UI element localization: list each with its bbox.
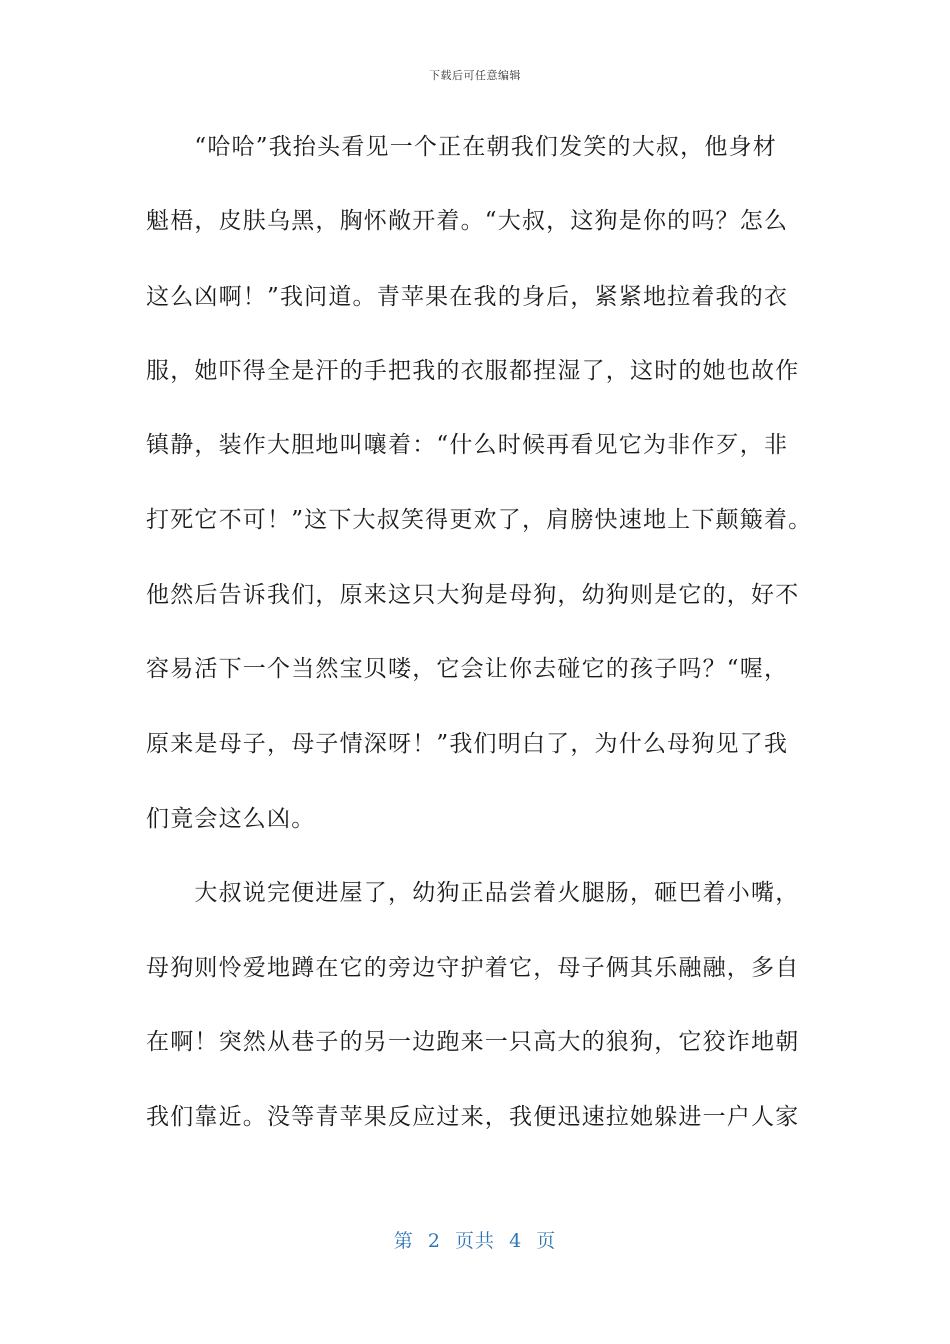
page-number-footer: 第 2 页共 4 页 (393, 1230, 557, 1252)
body-text-line: 原来是母子，母子情深呀！”我们明白了，为什么母狗见了我 (146, 731, 789, 757)
body-text-line: “哈哈”我抬头看见一个正在朝我们发笑的大叔，他身材 (146, 134, 777, 160)
body-text-line: 容易活下一个当然宝贝喽，它会让你去碰它的孩子吗？“喔， (146, 656, 789, 682)
body-text-line: 他然后告诉我们，原来这只大狗是母狗，幼狗则是它的，好不 (146, 582, 800, 608)
body-text-line: 母狗则怜爱地蹲在它的旁边守护着它，母子俩其乐融融，多自 (146, 955, 800, 981)
body-text-line: 镇静，装作大胆地叫嚷着：“什么时候再看见它为非作歹，非 (146, 432, 789, 458)
body-text-line: 这么凶啊！”我问道。青苹果在我的身后，紧紧地拉着我的衣 (146, 284, 789, 310)
body-text-line: 们竟会这么凶。 (146, 806, 316, 832)
body-text-line: 魁梧，皮肤乌黑，胸怀敞开着。“大叔，这狗是你的吗？怎么 (146, 208, 789, 234)
body-text-line: 我们靠近。没等青苹果反应过来，我便迅速拉她躲进一户人家 (146, 1104, 800, 1130)
body-text-line: 大叔说完便进屋了，幼狗正品尝着火腿肠，砸巴着小嘴， (146, 880, 800, 906)
body-text-line: 打死它不可！”这下大叔笑得更欢了，肩膀快速地上下颠簸着。 (146, 507, 813, 533)
body-text-line: 服，她吓得全是汗的手把我的衣服都捏湿了，这时的她也故作 (146, 358, 800, 384)
body-text-line: 在啊！突然从巷子的另一边跑来一只高大的狼狗，它狡诈地朝 (146, 1029, 800, 1055)
page-header-note: 下载后可任意编辑 (429, 69, 521, 82)
